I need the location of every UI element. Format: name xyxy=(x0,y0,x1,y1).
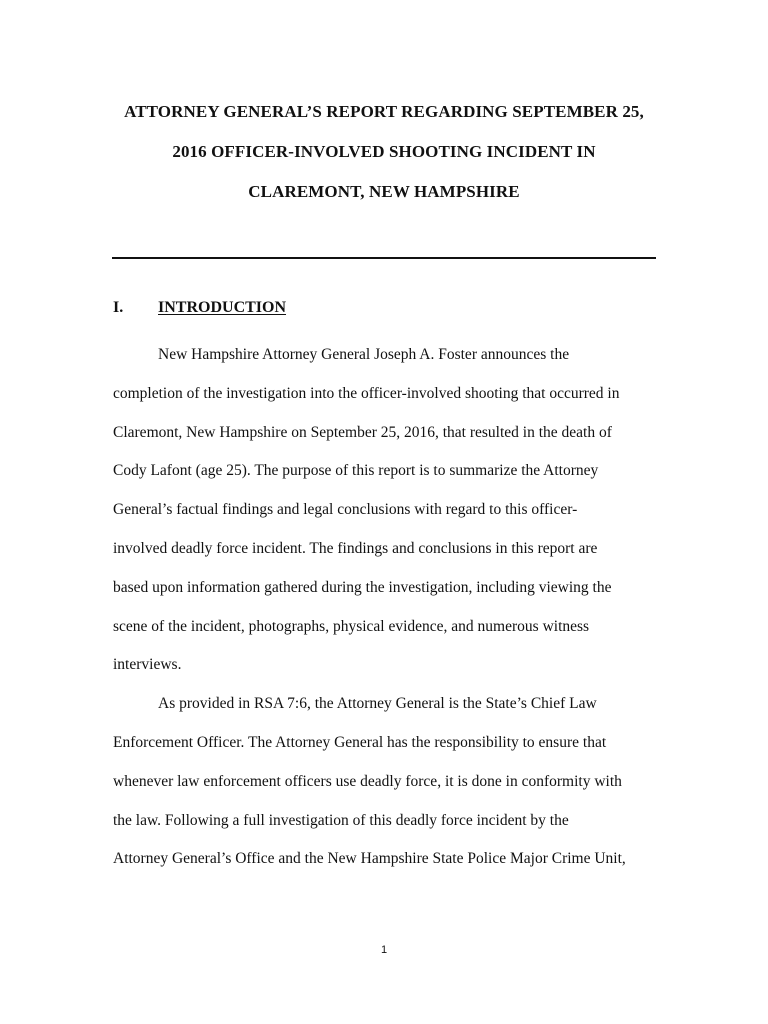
section-title: INTRODUCTION xyxy=(158,299,287,316)
report-title-line-1: ATTORNEY GENERAL’S REPORT REGARDING SEPTEMBER 25, xyxy=(124,102,644,121)
body-line: Attorney General’s Office and the New Hampshire State Police Major Crime Unit, xyxy=(113,850,626,868)
report-title-line-3: CLAREMONT, NEW HAMPSHIRE xyxy=(248,182,520,201)
body-line: Enforcement Officer. The Attorney General has the responsibility to ensure that xyxy=(113,733,607,751)
body-line: As provided in RSA 7:6, the Attorney General is the State’s Chief Law xyxy=(158,695,597,713)
body-line: scene of the incident, photographs, physical evidence, and numerous witness xyxy=(113,617,590,635)
report-title xyxy=(112,92,656,212)
body-line: Claremont, New Hampshire on September 25, 2016, that resulted in the death of xyxy=(113,423,612,441)
body-line: the law. Following a full investigation of this deadly force incident by the xyxy=(113,811,569,829)
body-line: New Hampshire Attorney General Joseph A. Foster announces the xyxy=(158,346,570,363)
body-line: Cody Lafont (age 25). The purpose of this report is to summarize the Attorney xyxy=(113,462,599,480)
body-line: whenever law enforcement officers use deadly force, it is done in conformity with xyxy=(113,772,622,790)
section-heading xyxy=(113,298,286,318)
page-number: 1 xyxy=(380,944,388,956)
body-line: based upon information gathered during the investigation, including viewing the xyxy=(113,578,612,596)
body-line: completion of the investigation into the officer-involved shooting that occurred in xyxy=(113,384,620,402)
section-number: I. xyxy=(113,299,124,316)
body-text xyxy=(113,336,658,879)
body-line: General’s factual findings and legal conclusions with regard to this officer- xyxy=(113,501,578,519)
title-divider xyxy=(112,257,656,259)
body-line: interviews. xyxy=(113,656,182,674)
report-title-line-2: 2016 OFFICER-INVOLVED SHOOTING INCIDENT IN xyxy=(172,142,596,161)
body-line: involved deadly force incident. The findings and conclusions in this report are xyxy=(113,539,598,557)
